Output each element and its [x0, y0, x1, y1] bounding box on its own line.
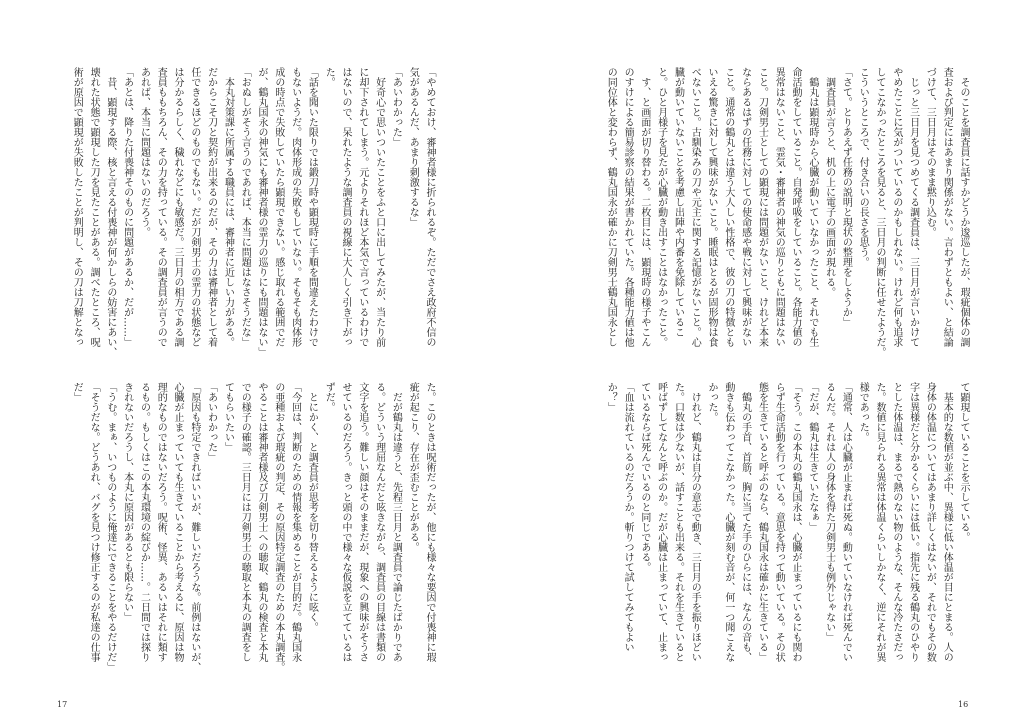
text-column: 文字を追う。難しい顔はそのままだが、現象への興味がそうさ [356, 382, 368, 662]
text-column: 「そうだな。どうあれ、バグを見つけ修正するのが私達の仕事 [88, 382, 100, 662]
text-column: 昔、顕現する際、核と言える付喪神が何かしらの妨害にあい、 [104, 67, 116, 357]
text-column: 呼ばずしてなんと呼ぶのか。だが心臓は止まっていて、止まっ [655, 382, 667, 662]
text-column: やることは審神者様及び刀剣男士への聴取、鶴丸の検査と本丸 [256, 382, 268, 662]
text-column: 鶴丸の手首、首筋、胸に当てた手のひらには、なんの音も、 [739, 382, 751, 662]
text-column: るんだ。それは人の身体を得た刀剣男士も例外じゃない」 [823, 382, 835, 642]
text-column: こういうところで、付き合いの長さを思う。 [857, 67, 869, 267]
text-column: ならあるはずの任務に対しての使命感や戦に対して興味がない [739, 67, 751, 347]
text-column: 異常はないこと、霊気・審神者の神気の巡りともに問題はない [773, 67, 785, 347]
text-column: 壊れた状態で顕現した刀を見たことがある。調べたところ、呪 [88, 67, 100, 347]
text-column: 疵が起こり、存在が歪むことがある。 [407, 382, 419, 552]
text-column: せているのだろう。きっと頭の中で様々な仮説を立てているは [340, 382, 352, 662]
text-column: か？」 [605, 382, 617, 412]
text-block-lower [601, 382, 971, 662]
text-column: 査員ももちろん、その力を持っている。その調査員が言うので [155, 67, 167, 347]
text-column: 調査員が言うと、机の上に電子の画面が現れる。 [823, 67, 835, 297]
text-column: のすけによる簡易診察の結果が書かれていた。各種能力値は他 [622, 67, 634, 347]
text-column: 「あとは、降りた付喪神そのものに問題があるか、だが……」 [121, 67, 133, 347]
text-column: 「話を聞いた限りでは鍛刀時や顕現時に手順を間違えたわけで [306, 67, 318, 347]
text-column: やめたことに気がついているのかもしれない。けれど何も追求 [890, 67, 902, 347]
text-column: た。このときは呪術だったが、他にも様々な要因で付喪神に瑕 [424, 382, 435, 662]
text-column: 様であった。 [857, 382, 869, 442]
text-column: に却下されてしまう。元よりそれほど本気で言っているわけで [356, 67, 368, 347]
text-column: きれないだろうし、本丸に原因があるとも限らない」 [121, 382, 133, 622]
text-column: はないので、呆れたような調査員の視線に大人しく引き下がっ [340, 67, 352, 347]
text-column: ずだ。 [323, 382, 335, 412]
text-column: こと。通常の鶴丸とは違う大人しい性格で、彼の刀の特徴とも [722, 67, 734, 347]
text-column: 動きも伝わってこなかった。心臓が刻む音が、何一つ聞こえな [722, 382, 734, 662]
text-column: 任できるほどのものでもない。だが刀剣男士の霊力の状態など [188, 67, 200, 347]
text-column: 好奇心で思いついたことをふと口に出してみたが、当たり前 [373, 67, 385, 347]
text-column: 基本的な数値が並ぶ中、異様に低い体温が目にとまる。人の [941, 382, 953, 662]
text-column: 「あいわかった」 [205, 382, 217, 462]
text-block-upper [601, 67, 971, 357]
text-column: 身体の体温についてはあまり詳しくはないが、それでもその数 [924, 382, 936, 662]
text-column: 「通常、人は心臓が止まれば死ぬ。動いていなければ死んでい [840, 382, 852, 662]
text-column: す、と画面が切り替わる。二枚目には、顕現時の様子やこん [638, 67, 650, 347]
text-column: 理的なものではないだろう。呪術、怪異、あるいはそれに類す [155, 382, 167, 662]
text-column: での様子の確認。三日月には刀剣男士の聴取と本丸の調査をし [239, 382, 251, 662]
text-column: だからこそ刀と契約が出来るのだが、その力は審神者として着 [205, 67, 217, 347]
text-column: 「血は流れているのだろうか。斬りつけて試してみてもよい [622, 382, 634, 652]
text-column: 心臓が止まっていても生きていることから考えるに、原因は物 [172, 382, 184, 662]
text-column: もないようだ。肉体形成の失敗もしていない。そもそも肉体形 [289, 67, 301, 347]
text-column: 「やめておけ、審神者様に折られるぞ。ただでさえ政府不信の [424, 67, 435, 347]
page-number: 17 [57, 700, 68, 709]
text-column: とにかく、と調査員が思考を切り替えるように呟く。 [306, 382, 318, 632]
text-column: 「さて。とりあえず任務の説明と現状の整理をしようか」 [840, 67, 852, 327]
text-column: 「おぬしがそう言うのであれば、本当に問題はなさそうだな」 [239, 67, 251, 347]
text-column: 字は異様だと分かるくらいには低い。指先に残る鶴丸のひやり [907, 382, 919, 662]
text-column: 本丸対策課に所属する職員には、審神者に近しい力がある。 [222, 67, 234, 347]
text-column: 査および判定にはあまり関係がない。言わずともよい、と結論 [941, 67, 953, 347]
text-column: は分かるらしく、穢れなどにも敏感だ。三日月の相方である調 [172, 67, 184, 347]
text-column: かった。 [706, 382, 718, 422]
text-column: ているならば死んでいるのと同じである。 [638, 382, 650, 572]
text-column: 術が原因で顕現が失敗したことが判明し、その刀は刀解となっ [71, 67, 83, 347]
text-column: 「あいわかった」 [390, 67, 402, 147]
text-column: べないこと。古馴染みの刀や元主に関する記憶がないこと。心 [689, 67, 701, 347]
page-number: 16 [958, 700, 969, 709]
text-block-lower [67, 382, 437, 672]
text-column: けれど、鶴丸は自分の意志で動き、三日月の手を振りほどい [689, 382, 701, 662]
text-column: 「原因も特定できればいいが、難しいだろうな。前例はないが、 [188, 382, 200, 672]
text-column: 命活動をしていること。自発呼吸をしていること。各能力値の [790, 67, 802, 347]
text-column: だが鶴丸は違うと、先程三日月と調査員で論じたばかりであ [390, 382, 402, 662]
text-column: あれば、本当に問題はないのだろう。 [138, 67, 150, 237]
text-column: の同位体と変わらず、鶴丸国永が確かに刀剣男士鶴丸国永とし [605, 67, 617, 347]
text-column: 態を生きていると呼ぶのなら、鶴丸国永は確かに生きている」 [756, 382, 768, 662]
text-column: 「だが、鶴丸は生きていたなぁ」 [806, 382, 818, 532]
text-column: だ」 [71, 382, 83, 402]
text-column: た。口数は少ないが、話すことも出来る。それを生きていると [672, 382, 684, 662]
text-column: 臓が動いていないことを考慮し出陣や内番を免除しているこ [672, 67, 684, 337]
text-column: て顕現していることを示している。 [958, 382, 969, 542]
text-column: づけて、三日月はそのまま黙り込む。 [924, 67, 936, 237]
text-column: 「うむ。まぁ、いつものように俺達にできることをやるだけだ」 [104, 382, 116, 672]
text-column: 気があるんだ、あまり刺激するな」 [407, 67, 419, 227]
text-column: 「今回は、判断のための情報を集めることが目的だ。鶴丸国永 [289, 382, 301, 662]
text-column: じっと三日月を見つめてくる調査員は、三日月が言いかけて [907, 67, 919, 347]
text-column: た。数値に見られる異常は体温くらいしかなく、逆にそれが異 [874, 382, 886, 662]
text-column: の亜種および瑕疵の判定、その原因特定調査のための本丸調査。 [272, 382, 284, 672]
text-column: そのことを調査員に話すかどうか逡巡したが、瑕疵個体の調 [958, 67, 969, 347]
text-column: いえる驚きに対して興味がないこと。睡眠はとるが固形物は食 [706, 67, 718, 347]
text-column: 鶴丸は顕現時から心臓が動いていなかったこと、それでも生 [806, 67, 818, 347]
text-column: こと。刀剣男士としての顕現には問題がないこと、けれど本来 [756, 67, 768, 347]
text-column: と。ひと月様子を見たが心臓が動き出すことはなかったこと。 [655, 67, 667, 347]
text-column: 「そう。この本丸の鶴丸国永は、心臓が止まっているにも関わ [790, 382, 802, 662]
text-column: た。 [323, 67, 335, 87]
text-column: とした体温は、まるで熱のない物のような、そんな冷たさだっ [890, 382, 902, 662]
text-column: 成の時点で失敗していたら顕現できない。感じ取れる範囲でだ [272, 67, 284, 347]
text-column: が、鶴丸国永の神気にも審神者様の霊力の巡りにも問題はない」 [256, 67, 268, 357]
text-block-upper [67, 67, 437, 357]
text-column: てもらいたい」 [222, 382, 234, 452]
text-column: してこなかったところを見ると、三日月の判断に任せたようだ。 [874, 67, 886, 357]
text-column: るもの。もしくはこの本丸環境の綻びか……。二日間では探り [138, 382, 150, 662]
text-column: る。どういう理屈なんだと呟きながら、調査員の目線は書類の [373, 382, 385, 662]
right-page [512, 0, 1024, 719]
text-column: らず生命活動を行っている。意思を持って動いている。その状 [773, 382, 785, 662]
